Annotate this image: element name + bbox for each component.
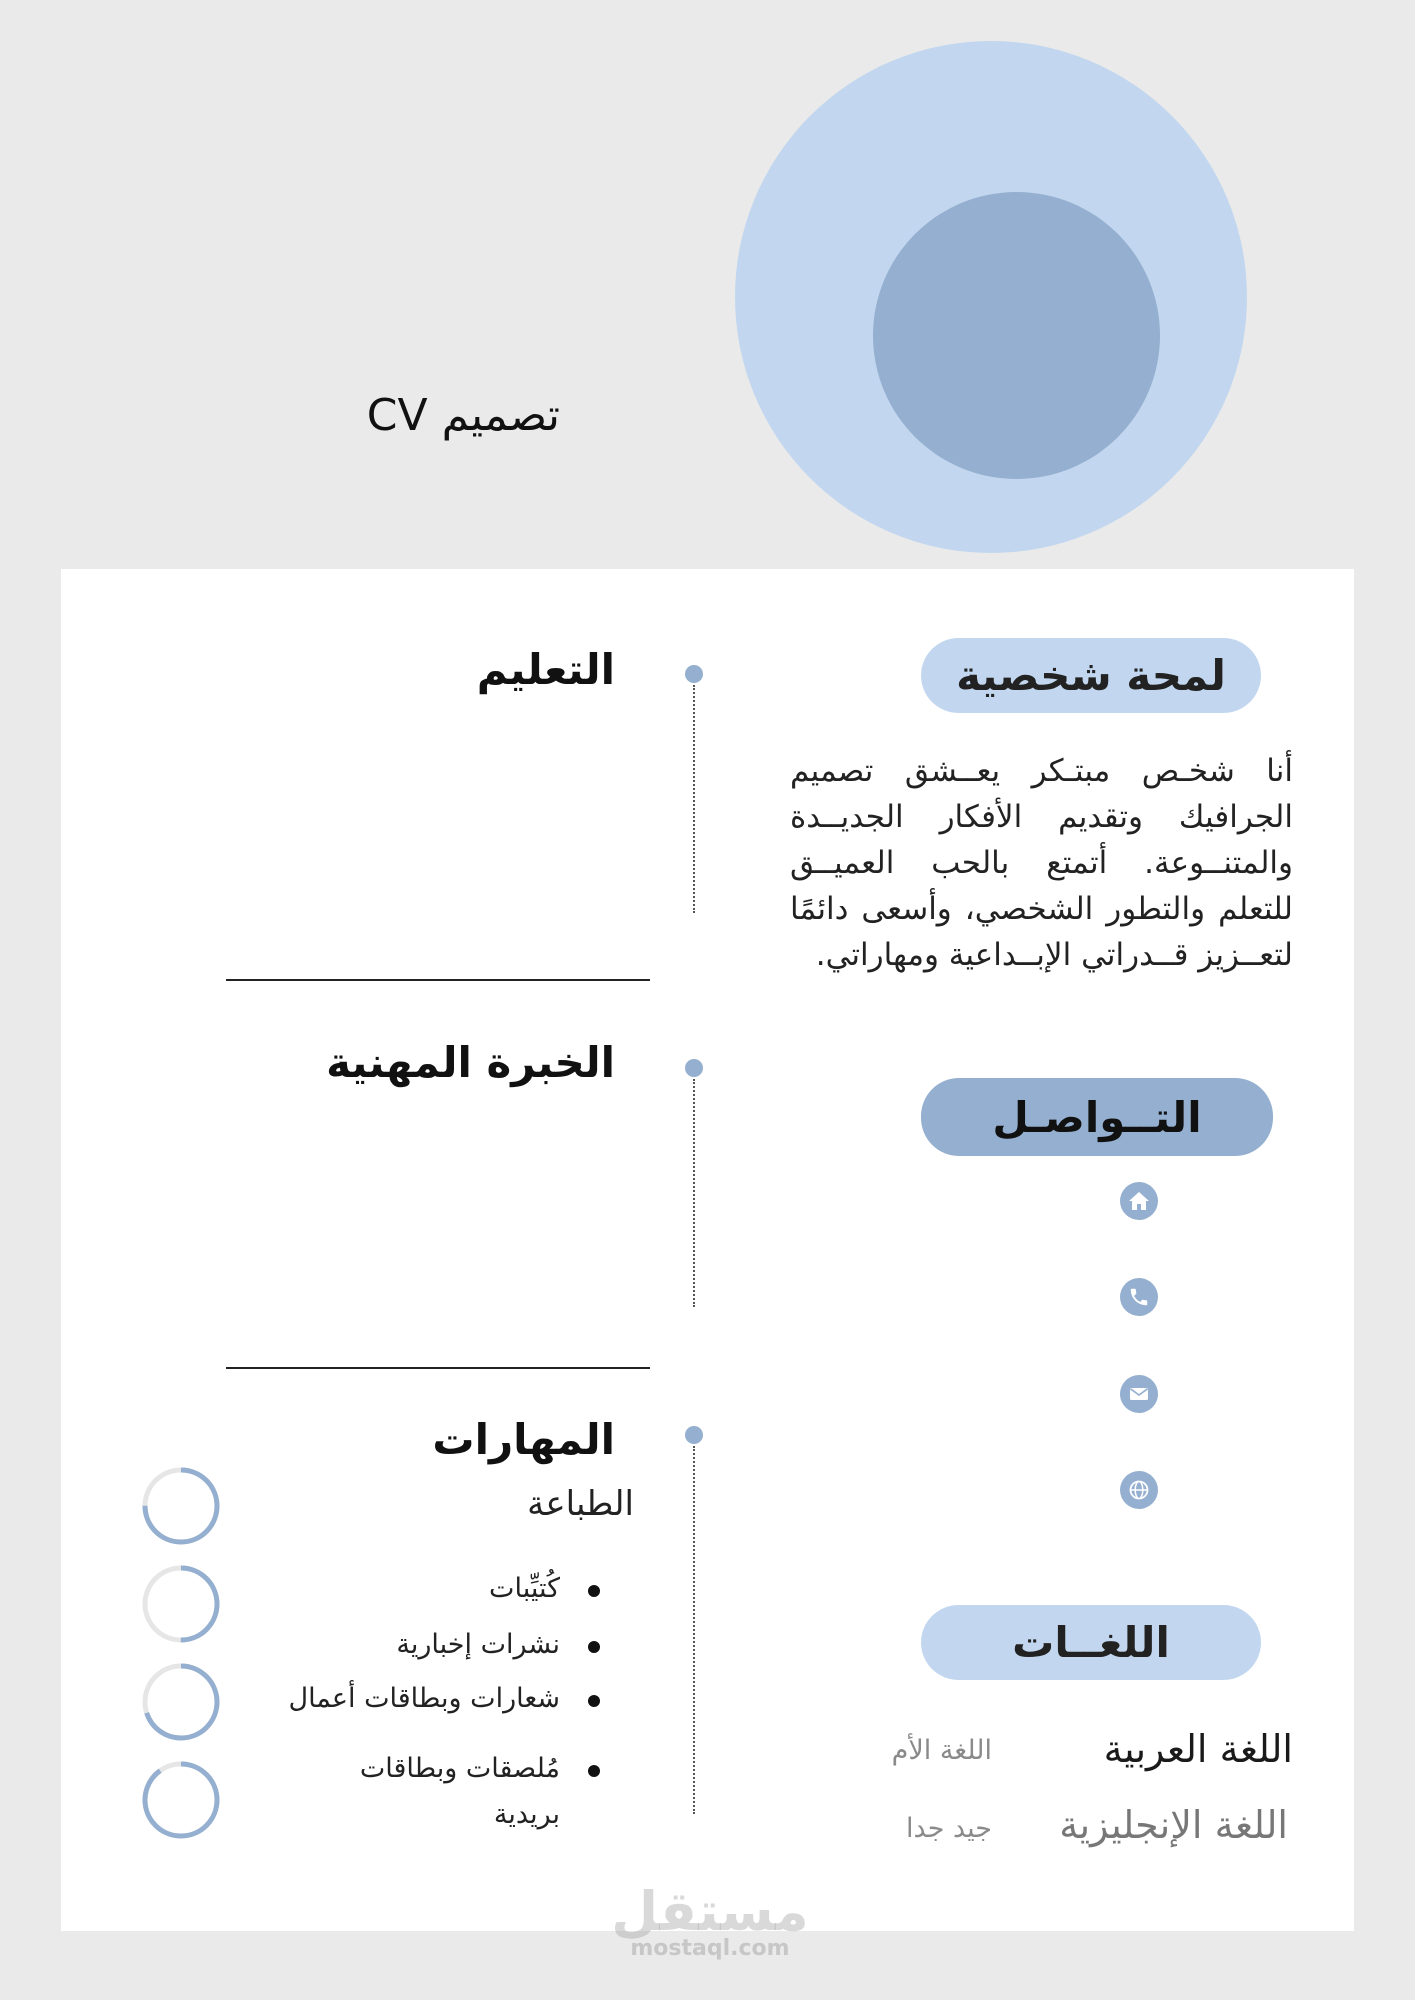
timeline-line-experience [693, 1079, 695, 1307]
skill-item-posters-postcards: مُلصقات وبطاقات بريدية [350, 1746, 600, 1838]
languages-heading: اللغــات [1012, 1618, 1170, 1667]
education-heading: التعليم [476, 645, 615, 694]
language-level-english: جيد جدا [906, 1813, 992, 1844]
mail-icon[interactable] [1120, 1375, 1158, 1413]
language-level-arabic: اللغة الأم [891, 1735, 992, 1766]
skill-item-logos-cards: شعارات وبطاقات أعمال [288, 1676, 600, 1722]
timeline-dot-education [685, 665, 703, 683]
about-heading-pill [921, 638, 1261, 713]
watermark-logo: مستقل [611, 1880, 809, 1943]
page-title: تصميم CV [366, 390, 560, 441]
divider-education [226, 979, 650, 981]
skill-level-rings [138, 1464, 224, 1844]
skills-heading: المهارات [432, 1415, 615, 1464]
contact-heading: التــواصـل [992, 1092, 1202, 1142]
skills-subtitle: الطباعة [527, 1484, 634, 1524]
home-icon[interactable] [1120, 1182, 1158, 1220]
about-heading: لمحة شخصية [956, 651, 1226, 700]
language-name-english: اللغة الإنجليزية [1059, 1803, 1288, 1847]
skill-item-newsletters: نشرات إخبارية [396, 1622, 600, 1668]
language-name-arabic: اللغة العربية [1103, 1727, 1293, 1771]
contact-heading-pill [921, 1078, 1273, 1156]
skills-list [260, 1566, 600, 1836]
globe-icon[interactable] [1120, 1471, 1158, 1509]
profile-photo-placeholder [873, 192, 1160, 479]
phone-icon[interactable] [1120, 1278, 1158, 1316]
timeline-dot-experience [685, 1059, 703, 1077]
skill-item-booklets: كُتيِّبات [489, 1566, 600, 1612]
about-text: أنا شخـص مبتـكر يعــشق تصميم الجرافيك وتقديم الأفكار الجديــدة والمتنــوعة. أتمتع بالحب العميــق للتعلم والتطور الشخصي، وأسعى دائمًا لتعــزيز قــدراتي الإبــداعية ومهاراتي. [790, 753, 1293, 973]
languages-heading-pill [921, 1605, 1261, 1680]
divider-experience [226, 1367, 650, 1369]
timeline-line-skills [693, 1446, 695, 1814]
timeline-dot-skills [685, 1426, 703, 1444]
watermark-url: mostaql.com [630, 1936, 790, 1961]
skill-ring-level [145, 1764, 217, 1836]
experience-heading: الخبرة المهنية [326, 1038, 615, 1087]
timeline-line-education [693, 685, 695, 913]
